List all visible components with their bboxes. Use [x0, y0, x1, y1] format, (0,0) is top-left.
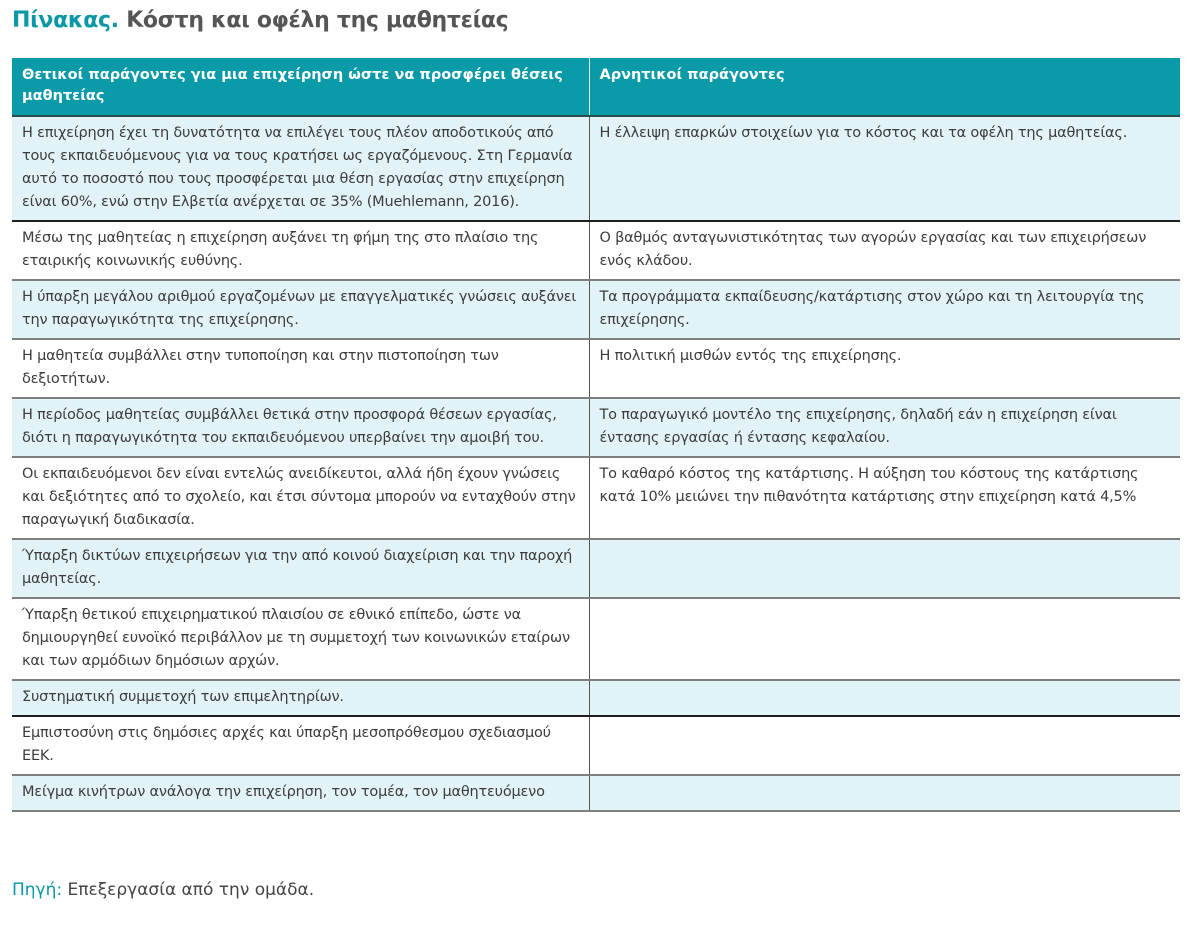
source-note — [12, 880, 314, 900]
positive-factor-cell: Η ύπαρξη μεγάλου αριθμού εργαζομένων με επαγγελματικές γνώσεις αυξάνει την παραγωγικότητα της επιχείρησης. — [12, 280, 589, 339]
positive-factor-cell: Μείγμα κινήτρων ανάλογα την επιχείρηση, τον τομέα, τον μαθητευόμενο — [12, 775, 589, 811]
table-row — [12, 221, 1180, 280]
negative-factor-cell: Ο βαθμός ανταγωνιστικότητας των αγορών εργασίας και των επιχειρήσεων ενός κλάδου. — [589, 221, 1180, 280]
negative-factor-cell — [589, 716, 1180, 775]
negative-factor-cell: Η έλλειψη επαρκών στοιχείων για το κόστος και τα οφέλη της μαθητείας. — [589, 116, 1180, 221]
negative-factor-cell — [589, 775, 1180, 811]
table-row — [12, 398, 1180, 457]
table-title-label: Πίνακας. — [12, 8, 119, 33]
negative-factor-cell: Τα προγράμματα εκπαίδευσης/κατάρτισης στον χώρο και τη λειτουργία της επιχείρησης. — [589, 280, 1180, 339]
header-positive-factors: Θετικοί παράγοντες για μια επιχείρηση ώστε να προσφέρει θέσεις μαθητείας — [12, 58, 589, 116]
table-row — [12, 716, 1180, 775]
negative-factor-cell: Το καθαρό κόστος της κατάρτισης. Η αύξηση του κόστους της κατάρτισης κατά 10% μειώνει την πιθανότητα κατάρτισης στην επιχείρηση κατά 4,5% — [589, 457, 1180, 539]
positive-factor-cell: Ύπαρξη δικτύων επιχειρήσεων για την από κοινού διαχείριση και την παροχή μαθητείας. — [12, 539, 589, 598]
positive-factor-cell: Οι εκπαιδευόμενοι δεν είναι εντελώς ανειδίκευτοι, αλλά ήδη έχουν γνώσεις και δεξιότητες από το σχολείο, και έτσι σύντομα μπορούν να ενταχθούν στην παραγωγική διαδικασία. — [12, 457, 589, 539]
source-label: Πηγή: — [12, 880, 63, 900]
positive-factor-cell: Συστηματική συμμετοχή των επιμελητηρίων. — [12, 680, 589, 716]
table-row — [12, 116, 1180, 221]
costs-benefits-table — [12, 58, 1180, 812]
positive-factor-cell: Μέσω της μαθητείας η επιχείρηση αυξάνει τη φήμη της στο πλαίσιο της εταιρικής κοινωνικής ευθύνης. — [12, 221, 589, 280]
table-title — [12, 8, 508, 33]
positive-factor-cell: Η περίοδος μαθητείας συμβάλλει θετικά στην προσφορά θέσεων εργασίας, διότι η παραγωγικότητα του εκπαιδευόμενου υπερβαίνει την αμοιβή του. — [12, 398, 589, 457]
table-title-text: Κόστη και οφέλη της μαθητείας — [126, 8, 509, 33]
negative-factor-cell: Το παραγωγικό μοντέλο της επιχείρησης, δηλαδή εάν η επιχείρηση είναι έντασης εργασίας ή έντασης κεφαλαίου. — [589, 398, 1180, 457]
positive-factor-cell: Η επιχείρηση έχει τη δυνατότητα να επιλέγει τους πλέον αποδοτικούς από τους εκπαιδευόμενους για να τους κρατήσει ως εργαζόμενους. Στη Γερμανία αυτό το ποσοστό που τους προσφέρεται μια θέση εργασίας στην επιχείρηση είναι 60%, ενώ στην Ελβετία ανέρχεται σε 35% (Muehlemann, 2016). — [12, 116, 589, 221]
table-header-row — [12, 58, 1180, 116]
table-row — [12, 539, 1180, 598]
negative-factor-cell — [589, 598, 1180, 680]
table-row — [12, 680, 1180, 716]
positive-factor-cell: Εμπιστοσύνη στις δημόσιες αρχές και ύπαρξη μεσοπρόθεσμου σχεδιασμού ΕΕΚ. — [12, 716, 589, 775]
negative-factor-cell — [589, 680, 1180, 716]
positive-factor-cell: Ύπαρξη θετικού επιχειρηματικού πλαισίου σε εθνικό επίπεδο, ώστε να δημιουργηθεί ευνοϊκό περιβάλλον με τη συμμετοχή των κοινωνικών εταίρων και των αρμόδιων δημόσιων αρχών. — [12, 598, 589, 680]
positive-factor-cell: Η μαθητεία συμβάλλει στην τυποποίηση και στην πιστοποίηση των δεξιοτήτων. — [12, 339, 589, 398]
table-row — [12, 775, 1180, 811]
negative-factor-cell — [589, 539, 1180, 598]
table-row — [12, 339, 1180, 398]
table-row — [12, 280, 1180, 339]
header-negative-factors: Αρνητικοί παράγοντες — [589, 58, 1180, 116]
negative-factor-cell: Η πολιτική μισθών εντός της επιχείρησης. — [589, 339, 1180, 398]
source-text: Επεξεργασία από την ομάδα. — [67, 880, 315, 900]
table-row — [12, 598, 1180, 680]
table-row — [12, 457, 1180, 539]
